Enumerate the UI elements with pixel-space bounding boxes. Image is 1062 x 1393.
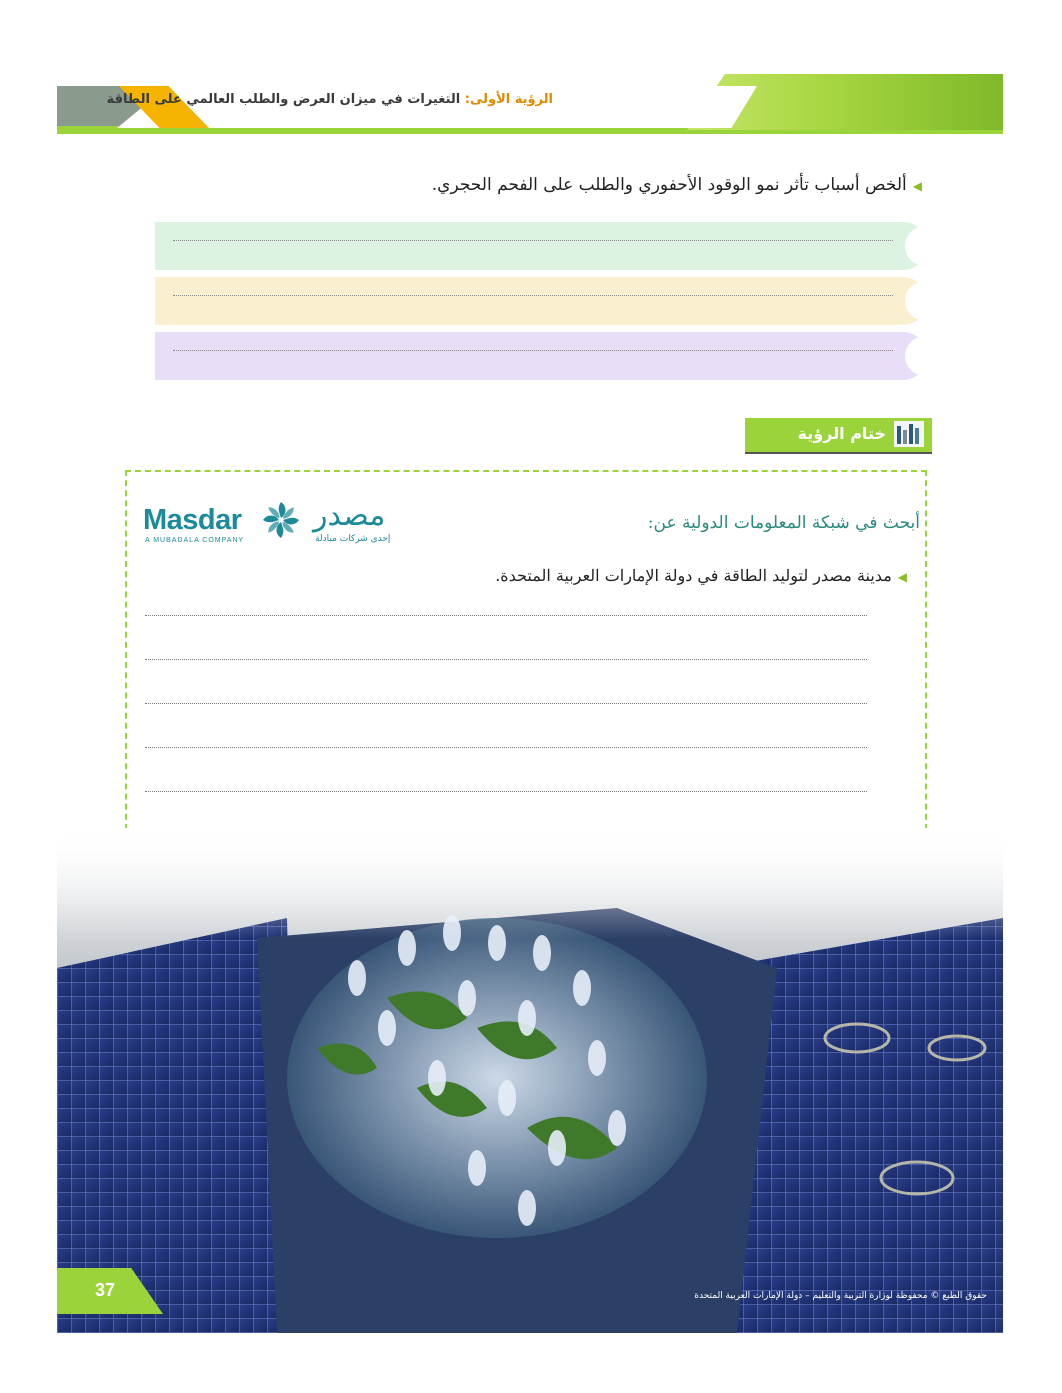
writing-line-5[interactable] (145, 791, 867, 792)
page-number-tab (57, 1268, 163, 1314)
answer-line-2[interactable] (155, 277, 927, 325)
section-label: ختام الرؤية (797, 424, 886, 443)
chapter-title (107, 92, 553, 107)
writing-line-4[interactable] (145, 747, 867, 748)
logo-sub-en: A MUBADALA COMPANY (145, 537, 245, 544)
research-item (495, 566, 907, 585)
answer-line-3[interactable] (155, 332, 927, 380)
band-cap (905, 336, 927, 376)
question-label: ألخص أسباب تأثر نمو الوقود الأحفوري والطلب على الفحم الحجري. (431, 175, 907, 195)
chapter-title-rest: التغيرات في ميزان العرض والطلب العالمي على الطاقة (106, 92, 465, 107)
chapter-header (57, 86, 1003, 134)
masdar-swirl-icon (261, 500, 301, 540)
section-tab-underline (745, 452, 932, 454)
writing-line-1[interactable] (145, 615, 867, 616)
logo-name-ar: مصدر (313, 498, 386, 533)
dotted-line (173, 350, 893, 351)
bullet-icon: ◀ (912, 179, 922, 193)
logo-name-en: Masdar (143, 504, 242, 536)
books-icon (894, 421, 924, 447)
dotted-line (173, 240, 893, 241)
masdar-city-photo (57, 828, 1003, 1333)
writing-line-2[interactable] (145, 659, 867, 660)
band-cap (905, 226, 927, 266)
answer-line-1[interactable] (155, 222, 927, 270)
dotted-line (173, 295, 893, 296)
masdar-logo (143, 496, 433, 548)
logo-sub-ar: إحدى شركات مبادلة (315, 534, 391, 544)
question-text (432, 175, 922, 195)
bullet-icon: ◀ (897, 570, 907, 584)
page-number: 37 (95, 1280, 116, 1300)
copyright-text: حقوق الطبع © محفوظة لوزارة التربية والتعليم – دولة الإمارات العربية المتحدة (694, 1291, 987, 1301)
writing-line-3[interactable] (145, 703, 867, 704)
research-item-label: مدينة مصدر لتوليد الطاقة في دولة الإمارات العربية المتحدة. (495, 566, 892, 585)
section-tab (745, 418, 932, 454)
chapter-title-highlight: الرؤية الأولى: (464, 92, 553, 107)
research-prompt: أبحث في شبكة المعلومات الدولية عن: (647, 513, 920, 533)
band-cap (905, 281, 927, 321)
